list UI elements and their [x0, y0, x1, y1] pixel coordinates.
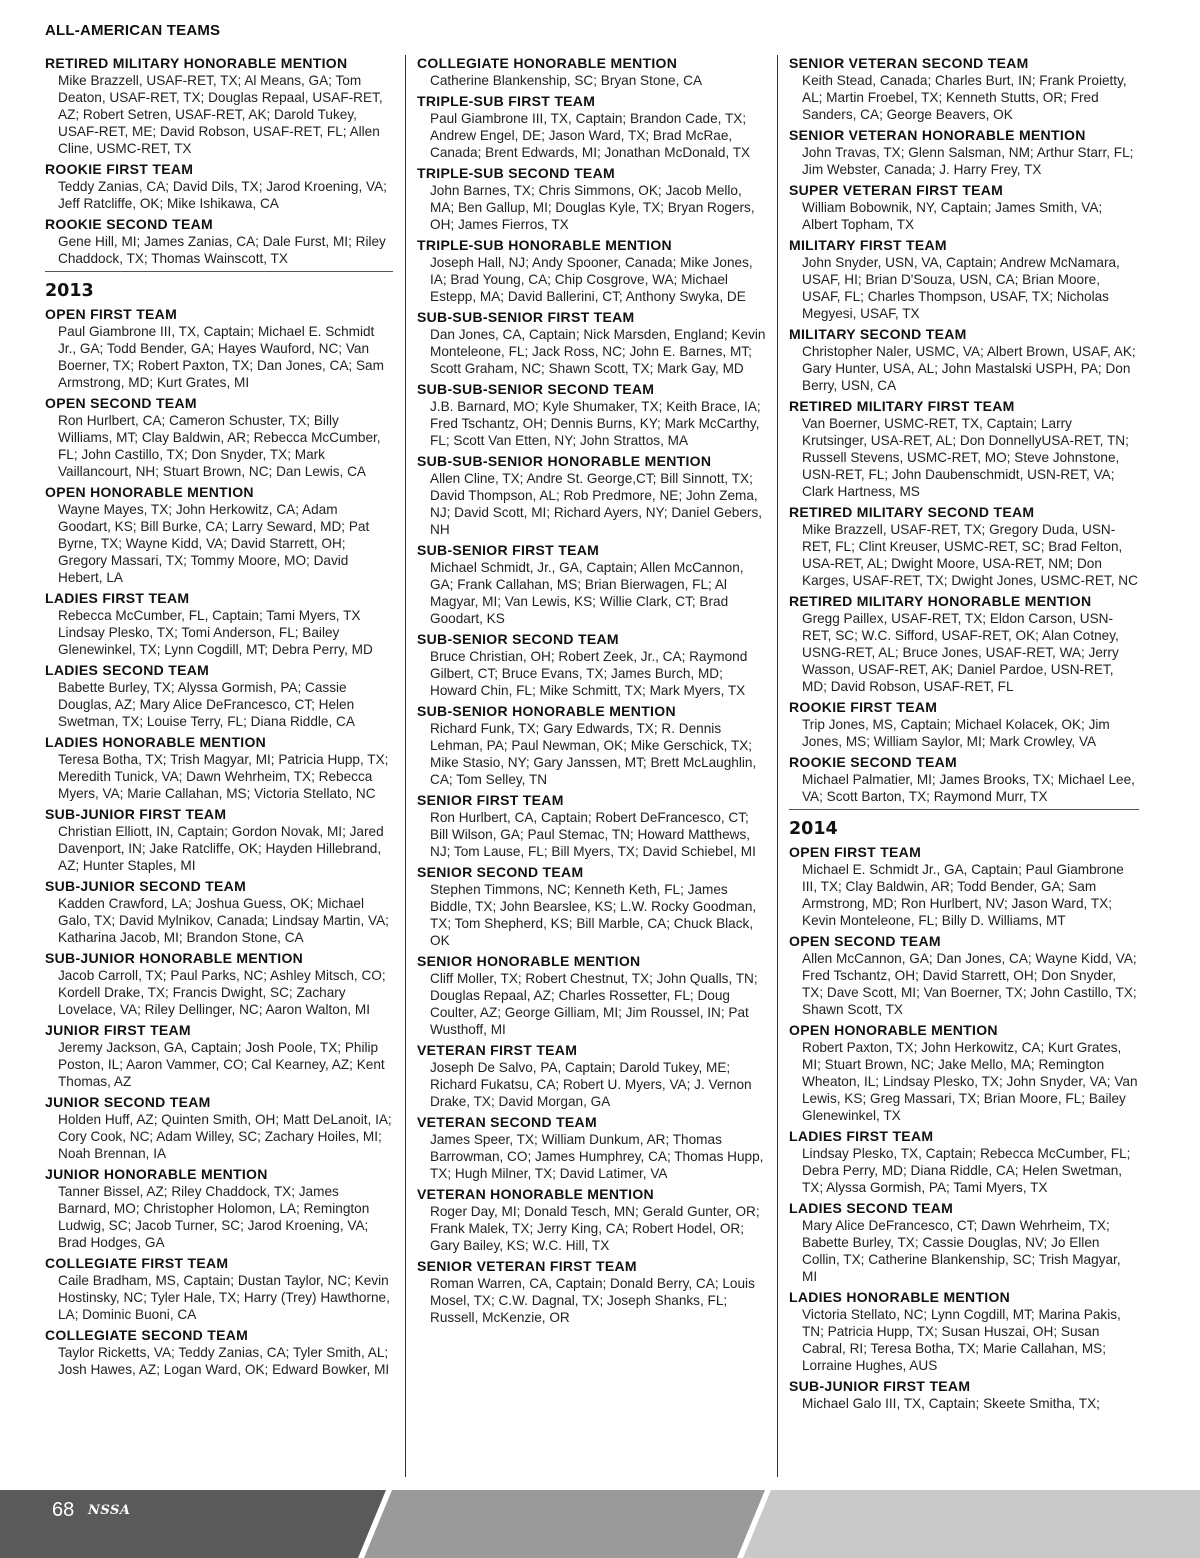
team-section-military-first-team: [789, 236, 1139, 322]
team-section-retired-military-second-team: [789, 503, 1139, 589]
team-members: Keith Stead, Canada; Charles Burt, IN; Frank Proietty, AL; Martin Froebel, TX; Kenneth Stutts, OR; Fred Sanders, CA; George Beavers, OK: [802, 73, 1127, 122]
team-members: Paul Giambrone III, TX, Captain; Brandon Cade, TX; Andrew Engel, DE; Jason Ward, TX; Brad McRae, Canada; Brent Edwards, MI; Jonathan McDonald, TX: [430, 111, 751, 160]
team-members: Tanner Bissel, AZ; Riley Chaddock, TX; James Barnard, MO; Christopher Holomon, LA; Remington Ludwig, SC; Jacob Turner, SC; Jarod Kroening, VA; Brad Hodges, GA: [58, 1184, 370, 1250]
team-members: Cliff Moller, TX; Robert Chestnut, TX; John Qualls, TN; Douglas Repaal, AZ; Charles Rossetter, FL; Doug Coulter, AZ; George Gilliam, MI; Jim Roussel, IN; Pat Wusthoff, MI: [430, 971, 758, 1037]
team-heading: VETERAN HONORABLE MENTION: [417, 1186, 654, 1202]
team-section-ladies-honorable-mention: [789, 1288, 1139, 1374]
team-heading: SENIOR SECOND TEAM: [417, 864, 584, 880]
team-section-senior-veteran-second-team: [789, 54, 1139, 123]
year-divider: [45, 271, 393, 272]
team-section-open-first-team: [45, 305, 393, 391]
team-heading: OPEN SECOND TEAM: [789, 933, 941, 949]
team-section-open-first-team: [789, 843, 1139, 929]
team-members: John Travas, TX; Glenn Salsman, NM; Arthur Starr, FL; Jim Webster, Canada; J. Harry Frey, TX: [802, 145, 1134, 177]
year-divider: [789, 809, 1139, 810]
team-section-ladies-first-team: [45, 589, 393, 658]
team-members: James Speer, TX; William Dunkum, AR; Thomas Barrowman, CO; James Humphrey, CA; Thomas Hupp, TX; Hugh Milner, TX; David Latimer, VA: [430, 1132, 764, 1181]
team-heading: VETERAN FIRST TEAM: [417, 1042, 578, 1058]
year-heading: 2013: [45, 281, 94, 301]
team-members: Ron Hurlbert, CA; Cameron Schuster, TX; Billy Williams, MT; Clay Baldwin, AR; Rebecca McCumber, FL; John Castillo, TX; Don Snyder, TX; Mark Vaillancourt, NH; Stuart Brown, NC; Dan Lewis, CA: [58, 413, 381, 479]
team-members: Ron Hurlbert, CA, Captain; Robert DeFrancesco, CT; Bill Wilson, GA; Paul Stemac, TN; Howard Matthews, NJ; Tom Lause, FL; Bill Myers, TX; David Schiebel, MI: [430, 810, 756, 859]
team-members: Michael Palmatier, MI; James Brooks, TX; Michael Lee, VA; Scott Barton, TX; Raymond Murr, TX: [802, 772, 1135, 804]
team-heading: MILITARY SECOND TEAM: [789, 326, 967, 342]
team-section-sub-junior-first-team: [45, 805, 393, 874]
team-members: Lindsay Plesko, TX, Captain; Rebecca McCumber, FL; Debra Perry, MD; Diana Riddle, CA; Helen Swetman, TX; Alyssa Gormish, PA; Tami Myers, TX: [802, 1146, 1131, 1195]
team-section-rookie-second-team: [789, 753, 1139, 805]
team-heading: TRIPLE-SUB HONORABLE MENTION: [417, 237, 672, 253]
team-members: John Snyder, USN, VA, Captain; Andrew McNamara, USAF, HI; Brian D'Souza, USN, CA; Brian Moore, USAF, FL; Charles Thompson, USAF, TX; Nicholas Megyesi, USAF, TX: [802, 255, 1120, 321]
team-heading: OPEN FIRST TEAM: [789, 844, 922, 860]
team-heading: COLLEGIATE SECOND TEAM: [45, 1327, 249, 1343]
team-members: Rebecca McCumber, FL, Captain; Tami Myers, TX Lindsay Plesko, TX; Tomi Anderson, FL; Bailey Glenewinkel, TX; Lynn Cogdill, MT; Debra Perry, MD: [58, 608, 373, 657]
team-section-junior-honorable-mention: [45, 1165, 393, 1251]
team-section-rookie-first-team: [45, 160, 393, 212]
team-members: Catherine Blankenship, SC; Bryan Stone, CA: [430, 73, 703, 88]
team-section-sub-junior-second-team: [45, 877, 393, 946]
team-heading: SUB-SENIOR SECOND TEAM: [417, 631, 619, 647]
team-members: J.B. Barnard, MO; Kyle Shumaker, TX; Keith Brace, IA; Fred Tschantz, OH; Dennis Burns, KY; Mark McCarthy, FL; Scott Van Etten, NY; John Strattos, MA: [430, 399, 761, 448]
team-heading: SUB-SUB-SENIOR FIRST TEAM: [417, 309, 635, 325]
page-footer: [0, 1490, 1200, 1558]
team-members: Roger Day, MI; Donald Tesch, MN; Gerald Gunter, OR; Frank Malek, TX; Jerry King, CA; Robert Hodel, OR; Gary Bailey, KS; W.C. Hill, TX: [430, 1204, 760, 1253]
team-heading: ROOKIE SECOND TEAM: [789, 754, 957, 770]
column-3: [789, 51, 1139, 1412]
team-heading: SUB-JUNIOR SECOND TEAM: [45, 878, 247, 894]
page-title: ALL-AMERICAN TEAMS: [45, 22, 221, 39]
team-heading: LADIES SECOND TEAM: [45, 662, 210, 678]
team-heading: JUNIOR HONORABLE MENTION: [45, 1166, 268, 1182]
team-section-ladies-second-team: [45, 661, 393, 730]
team-members: Mike Brazzell, USAF-RET, TX; Gregory Duda, USN-RET, FL; Clint Kreuser, USMC-RET, SC; Brad Felton, USA-RET, AL; Dwight Moore, USA-RET, NM; Don Karges, USAF-RET, TX; Dwight Jones, USMC-RET, NC: [802, 522, 1138, 588]
team-heading: RETIRED MILITARY HONORABLE MENTION: [45, 55, 348, 71]
team-members: Mary Alice DeFrancesco, CT; Dawn Wehrheim, TX; Babette Burley, TX; Cassie Douglas, NV; Jo Ellen Collin, TX; Catherine Blankenship, SC; Trish Magyar, MI: [802, 1218, 1121, 1284]
team-heading: SENIOR VETERAN HONORABLE MENTION: [789, 127, 1086, 143]
column-2: [417, 51, 767, 1326]
team-members: Robert Paxton, TX; John Herkowitz, CA; Kurt Grates, MI; Stuart Brown, NC; Jake Mello, MA; Remington Wheaton, IL; Lindsay Plesko, TX; John Snyder, VA; Van Lewis, KS; Greg Massari, TX; Brian Moore, FL; Bailey Glenewinkel, TX: [802, 1040, 1138, 1123]
team-section-ladies-honorable-mention: [45, 733, 393, 802]
team-section-ladies-second-team: [789, 1199, 1139, 1285]
team-heading: SUB-SUB-SENIOR SECOND TEAM: [417, 381, 655, 397]
team-heading: COLLEGIATE FIRST TEAM: [45, 1255, 229, 1271]
team-section-open-second-team: [789, 932, 1139, 1018]
team-members: William Bobownik, NY, Captain; James Smith, VA; Albert Topham, TX: [802, 200, 1103, 232]
team-heading: RETIRED MILITARY HONORABLE MENTION: [789, 593, 1092, 609]
team-section-open-honorable-mention: [789, 1021, 1139, 1124]
page-number: 68: [52, 1499, 75, 1521]
team-members: Joseph Hall, NJ; Andy Spooner, Canada; Mike Jones, IA; Brad Young, CA; Chip Cosgrove, WA; Michael Estepp, MA; David Ballerini, CT; Anthony Swyka, DE: [430, 255, 753, 304]
team-heading: SUB-SENIOR HONORABLE MENTION: [417, 703, 676, 719]
team-members: Michael Schmidt, Jr., GA, Captain; Allen McCannon, GA; Frank Callahan, MS; Brian Bierwagen, FL; Al Magyar, MI; Van Lewis, KS; Willie Clark, CT; Brad Goodart, KS: [430, 560, 744, 626]
team-heading: SENIOR VETERAN SECOND TEAM: [789, 55, 1029, 71]
team-section-rookie-second-team: [45, 215, 393, 267]
team-heading: SUB-SENIOR FIRST TEAM: [417, 542, 600, 558]
team-heading: ROOKIE FIRST TEAM: [45, 161, 194, 177]
team-members: Caile Bradham, MS, Captain; Dustan Taylor, NC; Kevin Hostinsky, NC; Tyler Hale, TX; Harry (Trey) Hawthorne, LA; Dominic Buoni, CA: [58, 1273, 390, 1322]
team-heading: MILITARY FIRST TEAM: [789, 237, 947, 253]
team-section-senior-second-team: [417, 863, 767, 949]
nssa-logo: NSSA: [88, 1503, 131, 1518]
team-heading: LADIES HONORABLE MENTION: [789, 1289, 1011, 1305]
team-section-sub-senior-second-team: [417, 630, 767, 699]
team-members: Jacob Carroll, TX; Paul Parks, NC; Ashley Mitsch, CO; Kordell Drake, TX; Francis Dwight, SC; Zachary Lovelace, VA; Riley Dellinger, NC; Aaron Walton, MI: [58, 968, 386, 1017]
team-section-veteran-second-team: [417, 1113, 767, 1182]
year-heading: 2014: [789, 819, 838, 839]
team-members: Wayne Mayes, TX; John Herkowitz, CA; Adam Goodart, KS; Bill Burke, CA; Larry Seward, MD; Pat Byrne, TX; Wayne Kidd, VA; David Starrett, OH; Gregory Massari, TX; Tommy Moore, MO; David Hebert, LA: [58, 502, 370, 585]
team-members: Gregg Paillex, USAF-RET, TX; Eldon Carson, USN-RET, SC; W.C. Sifford, USAF-RET, OK; Alan Cotney, USNG-RET, AL; Bruce Jones, USAF-RET, WA; Jerry Wasson, USAF-RET, AK; Daniel Pardoe, USN-RET, MD; David Robson, USAF-RET, FL: [802, 611, 1119, 694]
team-section-collegiate-second-team: [45, 1326, 393, 1378]
team-members: Paul Giambrone III, TX, Captain; Michael E. Schmidt Jr., GA; Todd Bender, GA; Hayes Wauford, NC; Van Boerner, TX; Robert Paxton, TX; Dan Jones, CA; Sam Armstrong, MD; Kurt Grates, MI: [58, 324, 384, 390]
team-members: Jeremy Jackson, GA, Captain; Josh Poole, TX; Philip Poston, IL; Aaron Vammer, CO; Cal Kearney, AZ; Kent Thomas, AZ: [58, 1040, 385, 1089]
team-heading: VETERAN SECOND TEAM: [417, 1114, 597, 1130]
team-members: Teresa Botha, TX; Trish Magyar, MI; Patricia Hupp, TX; Meredith Tunick, VA; Dawn Wehrheim, TX; Rebecca Myers, VA; Marie Callahan, MS; Victoria Stellato, NC: [58, 752, 389, 801]
team-members: Mike Brazzell, USAF-RET, TX; Al Means, GA; Tom Deaton, USAF-RET, TX; Douglas Repaal, USAF-RET, AZ; Robert Setren, USAF-RET, AK; Darold Tukey, USAF-RET, ME; David Robson, USAF-RET, FL; Allen Cline, USMC-RET, TX: [58, 73, 383, 156]
team-section-sub-junior-first-team: [789, 1377, 1139, 1412]
column-divider: [405, 55, 406, 1477]
team-members: Teddy Zanias, CA; David Dils, TX; Jarod Kroening, VA; Jeff Ratcliffe, OK; Mike Ishikawa, CA: [58, 179, 387, 211]
team-heading: JUNIOR FIRST TEAM: [45, 1022, 191, 1038]
team-members: Joseph De Salvo, PA, Captain; Darold Tukey, ME; Richard Fukatsu, CA; Robert U. Myers, VA; J. Vernon Drake, TX; David Morgan, GA: [430, 1060, 752, 1109]
team-section-sub-sub-senior-second-team: [417, 380, 767, 449]
team-section-senior-honorable-mention: [417, 952, 767, 1038]
team-heading: SUB-JUNIOR FIRST TEAM: [45, 806, 227, 822]
team-section-open-honorable-mention: [45, 483, 393, 586]
footer-band-graphic: [0, 1490, 1200, 1558]
team-heading: OPEN SECOND TEAM: [45, 395, 197, 411]
team-members: Van Boerner, USMC-RET, TX, Captain; Larry Krutsinger, USA-RET, AL; Don DonnellyUSA-RET, TN; Russell Stevens, USMC-RET, MO; Steve Johnstone, USN-RET, FL; John Daubenschmidt, USN-RET, VA; Clark Hartness, MS: [802, 416, 1129, 499]
team-heading: LADIES FIRST TEAM: [789, 1128, 934, 1144]
team-members: Dan Jones, CA, Captain; Nick Marsden, England; Kevin Monteleone, FL; Jack Ross, NC; John E. Barnes, MT; Scott Graham, NC; Shawn Scott, TX; Mark Gay, MD: [430, 327, 766, 376]
team-heading: TRIPLE-SUB FIRST TEAM: [417, 93, 596, 109]
column-divider: [777, 55, 778, 1477]
team-members: Allen McCannon, GA; Dan Jones, CA; Wayne Kidd, VA; Fred Tschantz, OH; David Starrett, OH; Don Snyder, TX; Dave Scott, MI; Van Boerner, TX; John Castillo, TX; Shawn Scott, TX: [802, 951, 1137, 1017]
column-1: [45, 51, 393, 1378]
team-heading: RETIRED MILITARY FIRST TEAM: [789, 398, 1015, 414]
team-section-ladies-first-team: [789, 1127, 1139, 1196]
team-heading: SENIOR VETERAN FIRST TEAM: [417, 1258, 637, 1274]
team-section-senior-veteran-honorable-mention: [789, 126, 1139, 178]
team-heading: TRIPLE-SUB SECOND TEAM: [417, 165, 615, 181]
team-heading: SENIOR HONORABLE MENTION: [417, 953, 641, 969]
team-section-open-second-team: [45, 394, 393, 480]
team-members: Christopher Naler, USMC, VA; Albert Brown, USAF, AK; Gary Hunter, USA, AL; John Mastalski USPH, PA; Don Berry, USN, CA: [802, 344, 1136, 393]
team-members: John Barnes, TX; Chris Simmons, OK; Jacob Mello, MA; Ben Gallup, MI; Douglas Kyle, TX; Bryan Rogers, OH; James Fierros, TX: [430, 183, 755, 232]
team-section-junior-second-team: [45, 1093, 393, 1162]
team-heading: JUNIOR SECOND TEAM: [45, 1094, 211, 1110]
team-members: Gene Hill, MI; James Zanias, CA; Dale Furst, MI; Riley Chaddock, TX; Thomas Wainscott, TX: [58, 234, 386, 266]
year-block: [789, 809, 1139, 840]
team-heading: SUB-JUNIOR FIRST TEAM: [789, 1378, 971, 1394]
team-members: Michael Galo III, TX, Captain; Skeete Smitha, TX;: [802, 1396, 1100, 1411]
team-heading: LADIES FIRST TEAM: [45, 590, 190, 606]
team-section-rookie-first-team: [789, 698, 1139, 750]
team-heading: SUB-SUB-SENIOR HONORABLE MENTION: [417, 453, 712, 469]
team-members: Bruce Christian, OH; Robert Zeek, Jr., CA; Raymond Gilbert, CT; Bruce Evans, TX; James Burch, MD; Howard Chin, FL; Mike Schmitt, TX; Mark Myers, TX: [430, 649, 748, 698]
team-section-retired-military-first-team: [789, 397, 1139, 500]
team-section-sub-sub-senior-honorable-mention: [417, 452, 767, 538]
team-section-senior-first-team: [417, 791, 767, 860]
team-section-junior-first-team: [45, 1021, 393, 1090]
team-members: Christian Elliott, IN, Captain; Gordon Novak, MI; Jared Davenport, IN; Jake Ratcliffe, OK; Hayden Hillebrand, AZ; Hunter Staples, MI: [58, 824, 384, 873]
team-section-senior-veteran-first-team: [417, 1257, 767, 1326]
team-members: Trip Jones, MS, Captain; Michael Kolacek, OK; Jim Jones, MS; William Saylor, MI; Mark Crowley, VA: [802, 717, 1110, 749]
team-heading: OPEN HONORABLE MENTION: [45, 484, 254, 500]
team-section-sub-senior-honorable-mention: [417, 702, 767, 788]
team-section-retired-military-honorable-mention: [45, 54, 393, 157]
team-section-military-second-team: [789, 325, 1139, 394]
team-heading: COLLEGIATE HONORABLE MENTION: [417, 55, 678, 71]
team-heading: SUPER VETERAN FIRST TEAM: [789, 182, 1004, 198]
team-heading: ROOKIE SECOND TEAM: [45, 216, 213, 232]
team-members: Taylor Ricketts, VA; Teddy Zanias, CA; Tyler Smith, AL; Josh Hawes, AZ; Logan Ward, OK; Edward Bowker, MI: [58, 1345, 390, 1377]
team-members: Babette Burley, TX; Alyssa Gormish, PA; Cassie Douglas, AZ; Mary Alice DeFrancesco, CT; Helen Swetman, TX; Louise Terry, FL; Diana Riddle, CA: [58, 680, 355, 729]
team-heading: LADIES SECOND TEAM: [789, 1200, 954, 1216]
team-members: Kadden Crawford, LA; Joshua Guess, OK; Michael Galo, TX; David Mylnikov, Canada; Lindsay Martin, VA; Katharina Jacob, MI; Brandon Stone, CA: [58, 896, 389, 945]
team-members: Roman Warren, CA, Captain; Donald Berry, CA; Louis Mosel, TX; C.W. Dagnal, TX; Joseph Shanks, FL; Russell, McKenzie, OR: [430, 1276, 755, 1325]
team-members: Stephen Timmons, NC; Kenneth Keth, FL; James Biddle, TX; John Bearslee, KS; L.W. Rocky Goodman, TX; Tom Shepherd, KS; Bill Marble, CA; Chuck Black, OK: [430, 882, 757, 948]
team-section-collegiate-first-team: [45, 1254, 393, 1323]
team-members: Holden Huff, AZ; Quinten Smith, OH; Matt DeLanoit, IA; Cory Cook, NC; Adam Willey, SC; Zachary Hoiles, MI; Noah Brennan, IA: [58, 1112, 392, 1161]
team-section-triple-sub-second-team: [417, 164, 767, 233]
team-section-triple-sub-honorable-mention: [417, 236, 767, 305]
team-heading: SUB-JUNIOR HONORABLE MENTION: [45, 950, 304, 966]
team-members: Richard Funk, TX; Gary Edwards, TX; R. Dennis Lehman, PA; Paul Newman, OK; Mike Gerschick, TX; Mike Stasio, NY; Gary Janssen, MT; Brett McLaughlin, CA; Tom Selley, TN: [430, 721, 757, 787]
team-members: Michael E. Schmidt Jr., GA, Captain; Paul Giambrone III, TX; Clay Baldwin, AR; Todd Bender, GA; Sam Armstrong, MD; Ron Hurlbert, NV; Jason Ward, TX; Kevin Monteleone, FL; Billy D. Williams, MT: [802, 862, 1124, 928]
team-heading: LADIES HONORABLE MENTION: [45, 734, 267, 750]
team-section-sub-senior-first-team: [417, 541, 767, 627]
team-section-sub-sub-senior-first-team: [417, 308, 767, 377]
team-section-veteran-honorable-mention: [417, 1185, 767, 1254]
team-heading: OPEN HONORABLE MENTION: [789, 1022, 998, 1038]
team-section-retired-military-honorable-mention: [789, 592, 1139, 695]
team-section-collegiate-honorable-mention: [417, 54, 767, 89]
team-heading: RETIRED MILITARY SECOND TEAM: [789, 504, 1035, 520]
team-heading: SENIOR FIRST TEAM: [417, 792, 564, 808]
team-heading: OPEN FIRST TEAM: [45, 306, 178, 322]
team-section-super-veteran-first-team: [789, 181, 1139, 233]
team-section-sub-junior-honorable-mention: [45, 949, 393, 1018]
team-members: Victoria Stellato, NC; Lynn Cogdill, MT; Marina Pakis, TN; Patricia Hupp, TX; Susan Huszai, OH; Susan Cabral, RI; Teresa Botha, TX; Marie Callahan, MS; Lorraine Hughes, AUS: [802, 1307, 1121, 1373]
team-members: Allen Cline, TX; Andre St. George,CT; Bill Sinnott, TX; David Thompson, AL; Rob Predmore, NE; John Zema, NJ; David Scott, MI; Richard Ayers, NY; Daniel Gebers, NH: [430, 471, 763, 537]
year-block: [45, 271, 393, 302]
team-heading: ROOKIE FIRST TEAM: [789, 699, 938, 715]
team-section-triple-sub-first-team: [417, 92, 767, 161]
team-section-veteran-first-team: [417, 1041, 767, 1110]
